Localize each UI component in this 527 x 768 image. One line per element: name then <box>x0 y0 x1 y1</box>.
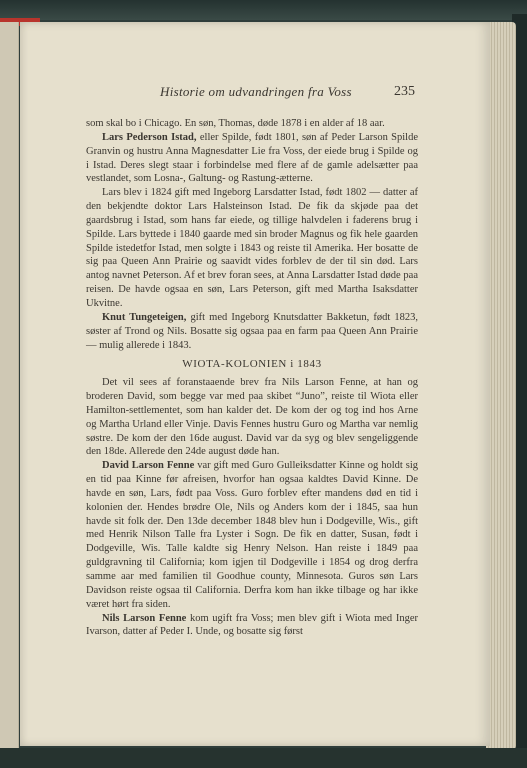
running-head <box>20 82 490 102</box>
right-page-edges <box>486 22 516 750</box>
left-page-edge <box>0 22 19 752</box>
paragraph <box>86 131 418 186</box>
paragraph-text: var gift med Guro Gulleiksdatter Kinne og holdt sig en tid paa Kinne før afreisen, hvorfor han ogsaa kaldtes David Kinne. De havde en søn, Lars, født paa Voss. Guro forblev efter mandens død en tid i kolonien der. Hendes brødre Ole, Nils og Anders kom der i 1845, saa hun havde sit folk der. Den 13de december 1848 blev hun i Dodgeville, Wis., gift med Henrik Nilson Talle fra Lyster i Sogn. De fik en datter, Susan, født i Dodgeville, Wis. Talle kaldte sig Henry Nelson. Han reiste i 1849 paa guldgravning til California; kom igjen til Dodgeville i 1854 og drog derfra samme aar med familien til Goodhue county, Minnesota. Guros søn Lars Davidson reiste ogsaa til California. Derfra kom han ikke tilbage og har ikke været hørt fra siden. <box>86 460 418 610</box>
body-text <box>86 117 418 639</box>
paragraph-text: kom ugift fra Voss; men blev gift i Wiota med Inger Ivarson, datter af Peder I. Unde, og bosatte sig først <box>86 612 418 638</box>
paragraph-lead: Lars Pederson Istad, <box>102 131 197 143</box>
paragraph <box>86 612 418 640</box>
paragraph-text: Lars blev i 1824 gift med Ingeborg Larsdatter Istad, født 1802 — datter af den bekjendte doktor Lars Halsteinson Istad. De fik da skjøde paa det gaardsbrug i Istad, som hans far eiede, og tillige halvdelen i faderens brug i Spilde. Lars byttede i 1840 gaarde med sin broder Magnus og fik hele gaarden Spilde istedetfor Istad, men solgte i 1843 og reiste til Amerika. Her bosatte de sig paa Queen Ann Prairie og saavidt vides forblev de der til sin død. Lars antog navnet Peterson. Af et brev foran sees, at Anna Larsdatter Istad døde paa reisen. De havde ogsaa en søn, Lars Peterson, gift med Martha Isaksdatter Ukvitne. <box>86 187 418 309</box>
paragraph <box>86 186 418 311</box>
paragraph-lead: Nils Larson Fenne <box>102 612 187 624</box>
paragraph <box>86 311 418 353</box>
running-head-title: Historie om udvandringen fra Voss <box>160 84 352 99</box>
paragraph <box>86 459 418 611</box>
paragraph-lead: Knut Tungeteigen, <box>102 311 187 323</box>
paragraph-text: gift med Ingeborg Knutsdatter Bakketun, født 1823, søster af Trond og Nils. Bosatte sig ogsaa paa en farm paa Queen Ann Prairie — mulig allerede i 1843. <box>86 311 418 351</box>
paragraph <box>86 376 418 459</box>
page-number: 235 <box>394 84 415 99</box>
book-page <box>20 22 490 746</box>
paragraph <box>86 117 418 131</box>
book-cover-bottom <box>0 748 527 768</box>
paragraph-text: eller Spilde, født 1801, søn af Peder Larson Spilde Granvin og hustru Anna Magnesdatter Lie fra Voss, der eiede brug i Spilde og i Istad. Deres slegt staar i forbindelse med flere af de gamle adelsætter paa vestlandet, som Losna-, Galtung- og Rastung-ætterne. <box>86 131 419 185</box>
paragraph-lead: David Larson Fenne <box>102 460 195 472</box>
paragraph-text: som skal bo i Chicago. En søn, Thomas, døde 1878 i en alder af 18 aar. <box>86 118 385 129</box>
book-cover-top <box>0 0 527 20</box>
section-heading: WIOTA-KOLONIEN i 1843 <box>182 358 322 371</box>
paragraph-text: Det vil sees af foranstaaende brev fra Nils Larson Fenne, at han og broderen David, som begge var med paa skibet “Juno”, reiste til Wiota eller Hamilton-settlementet, som han kalder det. De kom der og tog ind hos Arne og Martha Urland eller Vinje. Davis Fennes hustru Guro og Martha var nemlig søstre. De kom der den 16de august. David var da syg og blev sengeliggende den 18de. Allerede den 24de august døde han. <box>86 377 418 458</box>
